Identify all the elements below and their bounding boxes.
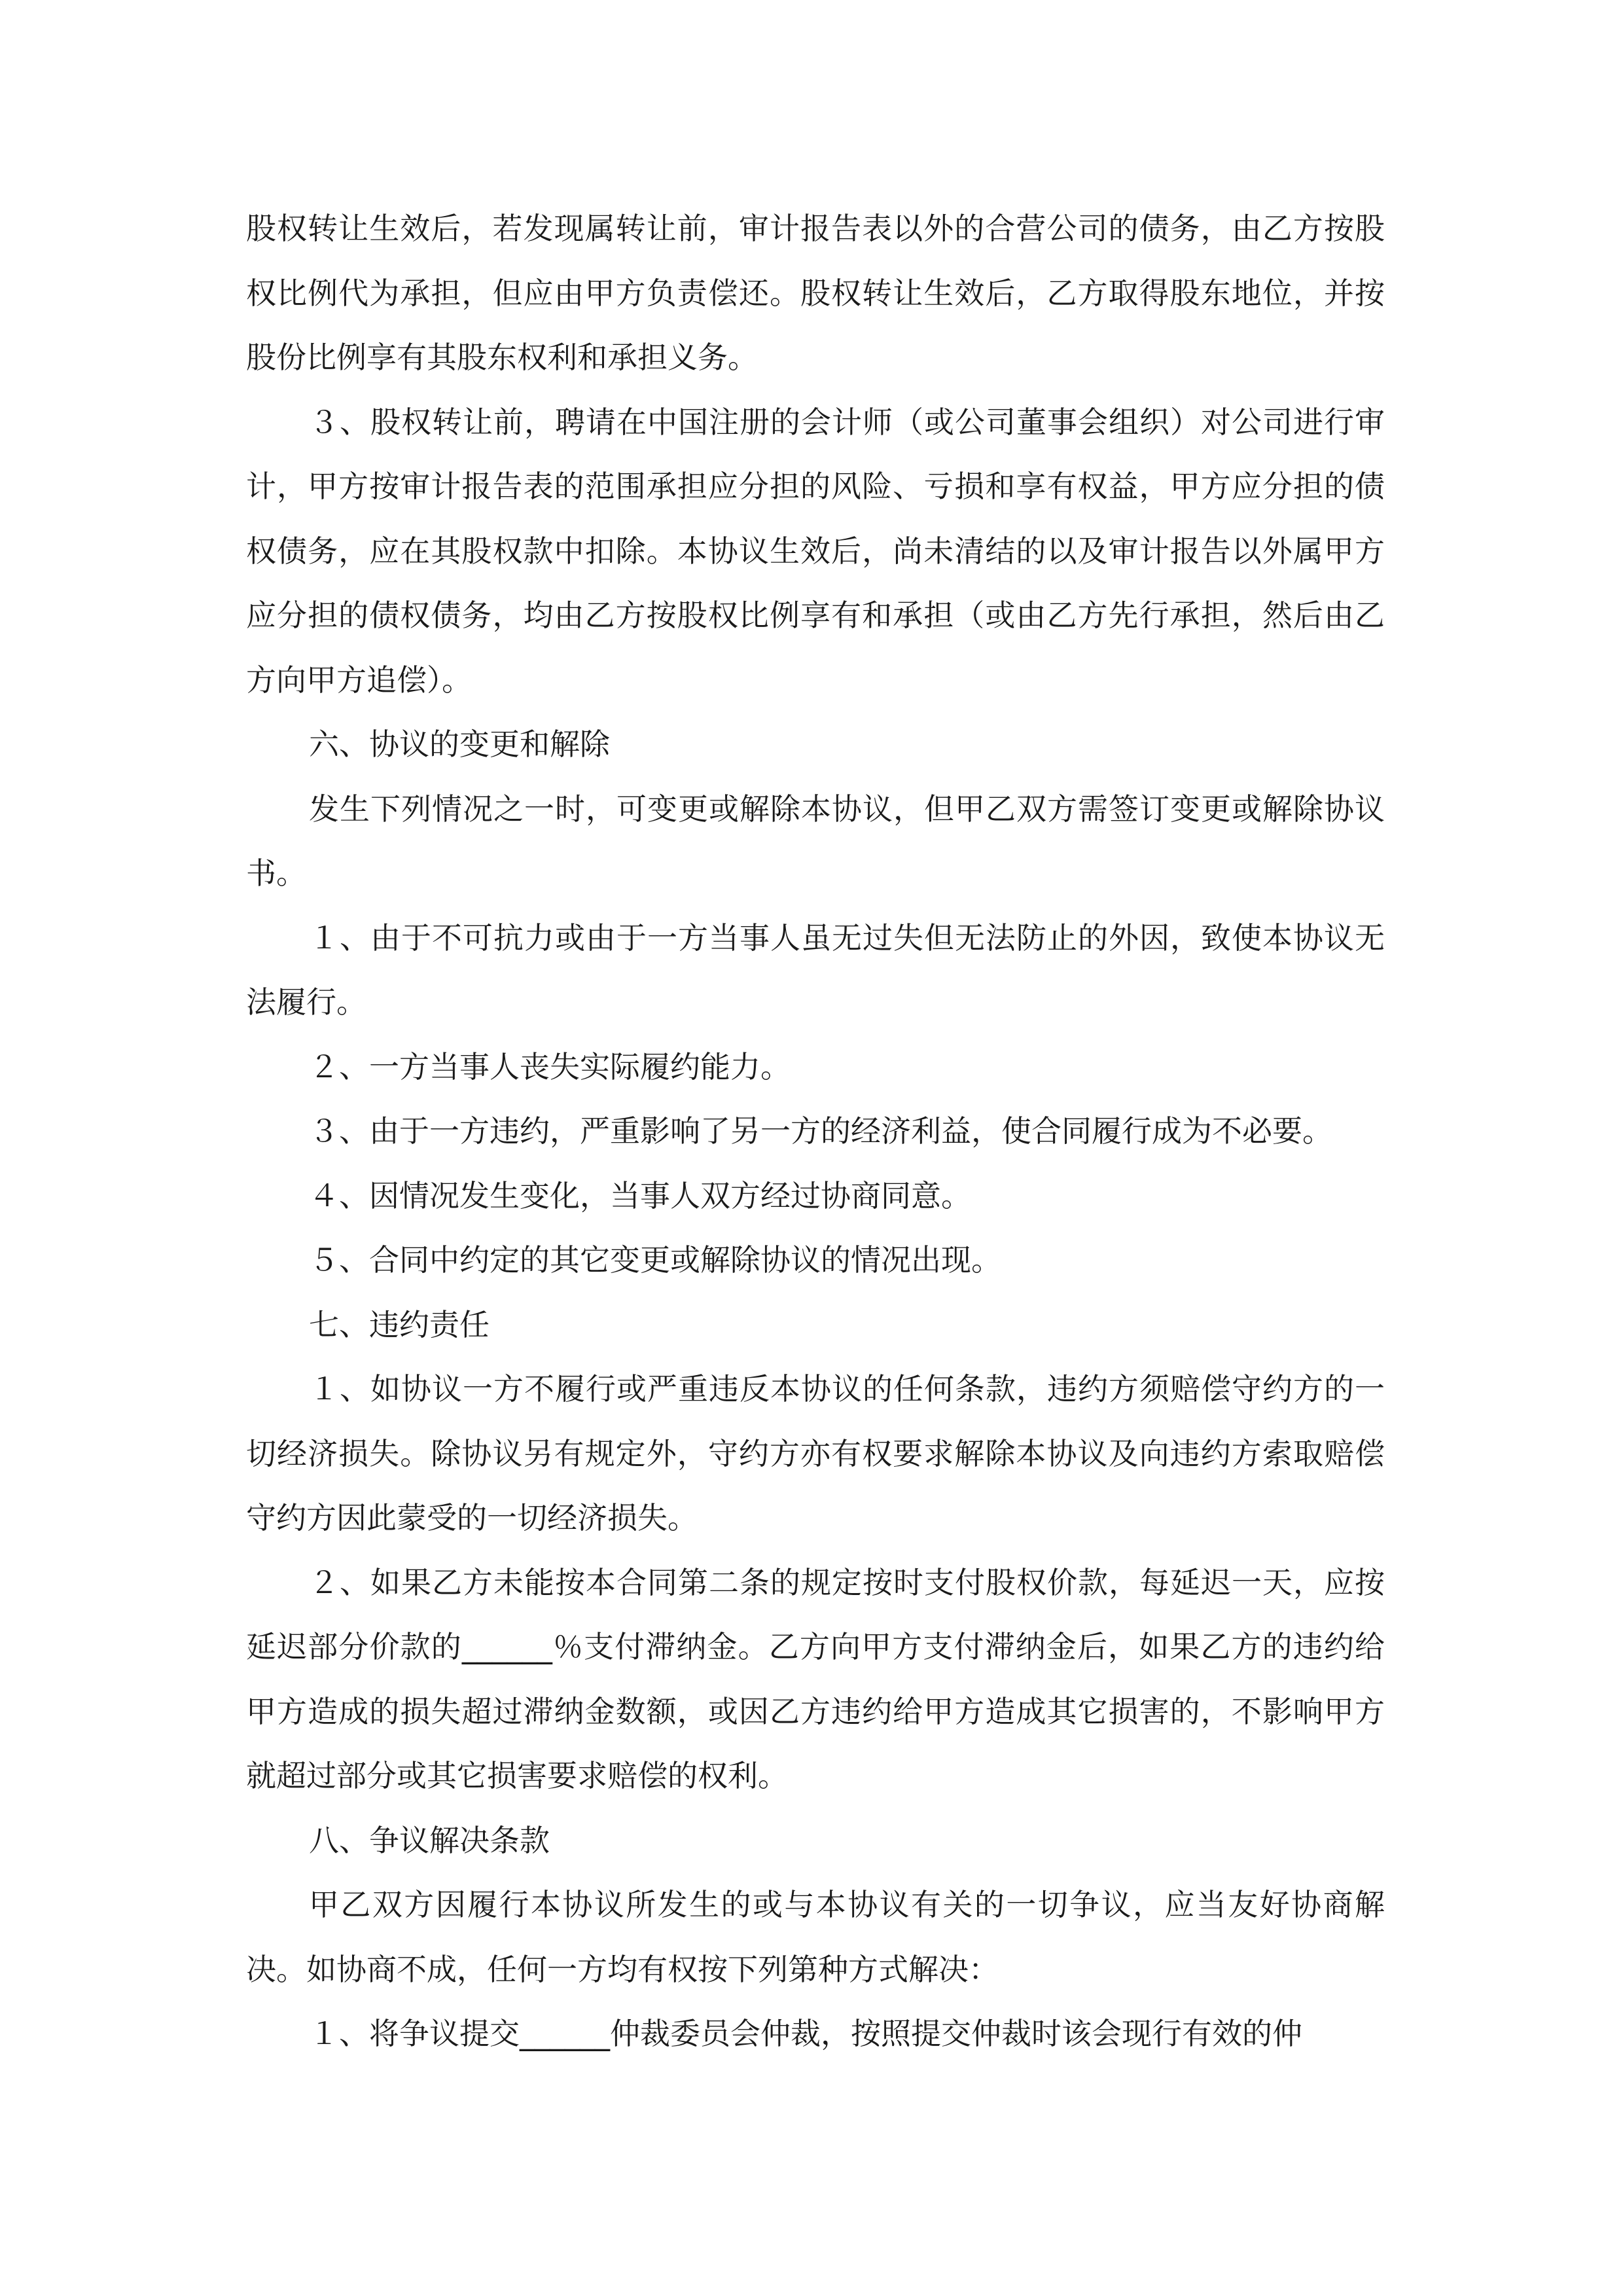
paragraph-change-conditions: 发生下列情况之一时，可变更或解除本协议，但甲乙双方需签订变更或解除协议书。 [246, 791, 1385, 891]
paragraph-liability-1: １、如协议一方不履行或严重违反本协议的任何条款，违约方须赔偿守约方的一切经济损失。除协议另有规定外，守约方亦有权要求解除本协议及向违约方索取赔偿守约方因此蒙受的一切经济损失。 [246, 1371, 1385, 1535]
paragraph-clause-3-audit: ３、股权转让前，聘请在中国注册的会计师（或公司董事会组织）对公司进行审计，甲方按审计报告表的范围承担应分担的风险、亏损和享有权益，甲方应分担的债权债务，应在其股权款中扣除。本协议生效后，尚未清结的以及审计报告以外属甲方应分担的债权债务，均由乙方按股权比例享有和承担（或由乙方先行承担，然后由乙方向甲方追偿）。 [246, 404, 1385, 698]
list-item-loss-capacity: ２、一方当事人丧失实际履约能力。 [309, 1049, 791, 1085]
section-heading-change-termination: 六、协议的变更和解除 [309, 726, 610, 762]
paragraph-liability-2: ２、如果乙方未能按本合同第二条的规定按时支付股权价款，每延迟一天，应按延迟部分价款的______％支付滞纳金。乙方向甲方支付滞纳金后，如果乙方的违约给甲方造成的损失超过滞纳金数额，或因乙方违约给甲方造成其它损害的，不影响甲方就超过部分或其它损害要求赔偿的权利。 [246, 1564, 1385, 1793]
list-item-arbitration: １、将争议提交______仲裁委员会仲裁，按照提交仲裁时该会现行有效的仲 [309, 2016, 1302, 2051]
list-item-other-conditions: ５、合同中约定的其它变更或解除协议的情况出现。 [309, 1242, 1001, 1278]
list-item-force-majeure: １、由于不可抗力或由于一方当事人虽无过失但无法防止的外因，致使本协议无法履行。 [246, 920, 1385, 1020]
section-heading-dispute: 八、争议解决条款 [309, 1822, 550, 1858]
list-item-breach: ３、由于一方违约，严重影响了另一方的经济利益，使合同履行成为不必要。 [309, 1113, 1332, 1149]
list-item-mutual-agreement: ４、因情况发生变化，当事人双方经过协商同意。 [309, 1177, 971, 1213]
paragraph-dispute-resolution: 甲乙双方因履行本协议所发生的或与本协议有关的一切争议，应当友好协商解决。如协商不成，任何一方均有权按下列第种方式解决： [246, 1887, 1385, 1987]
document-body [246, 196, 1385, 2066]
section-heading-liability: 七、违约责任 [309, 1306, 490, 1342]
paragraph-equity-transfer-debts: 股权转让生效后，若发现属转让前，审计报告表以外的合营公司的债务，由乙方按股权比例代为承担，但应由甲方负责偿还。股权转让生效后，乙方取得股东地位，并按股份比例享有其股东权利和承担义务。 [246, 211, 1385, 375]
